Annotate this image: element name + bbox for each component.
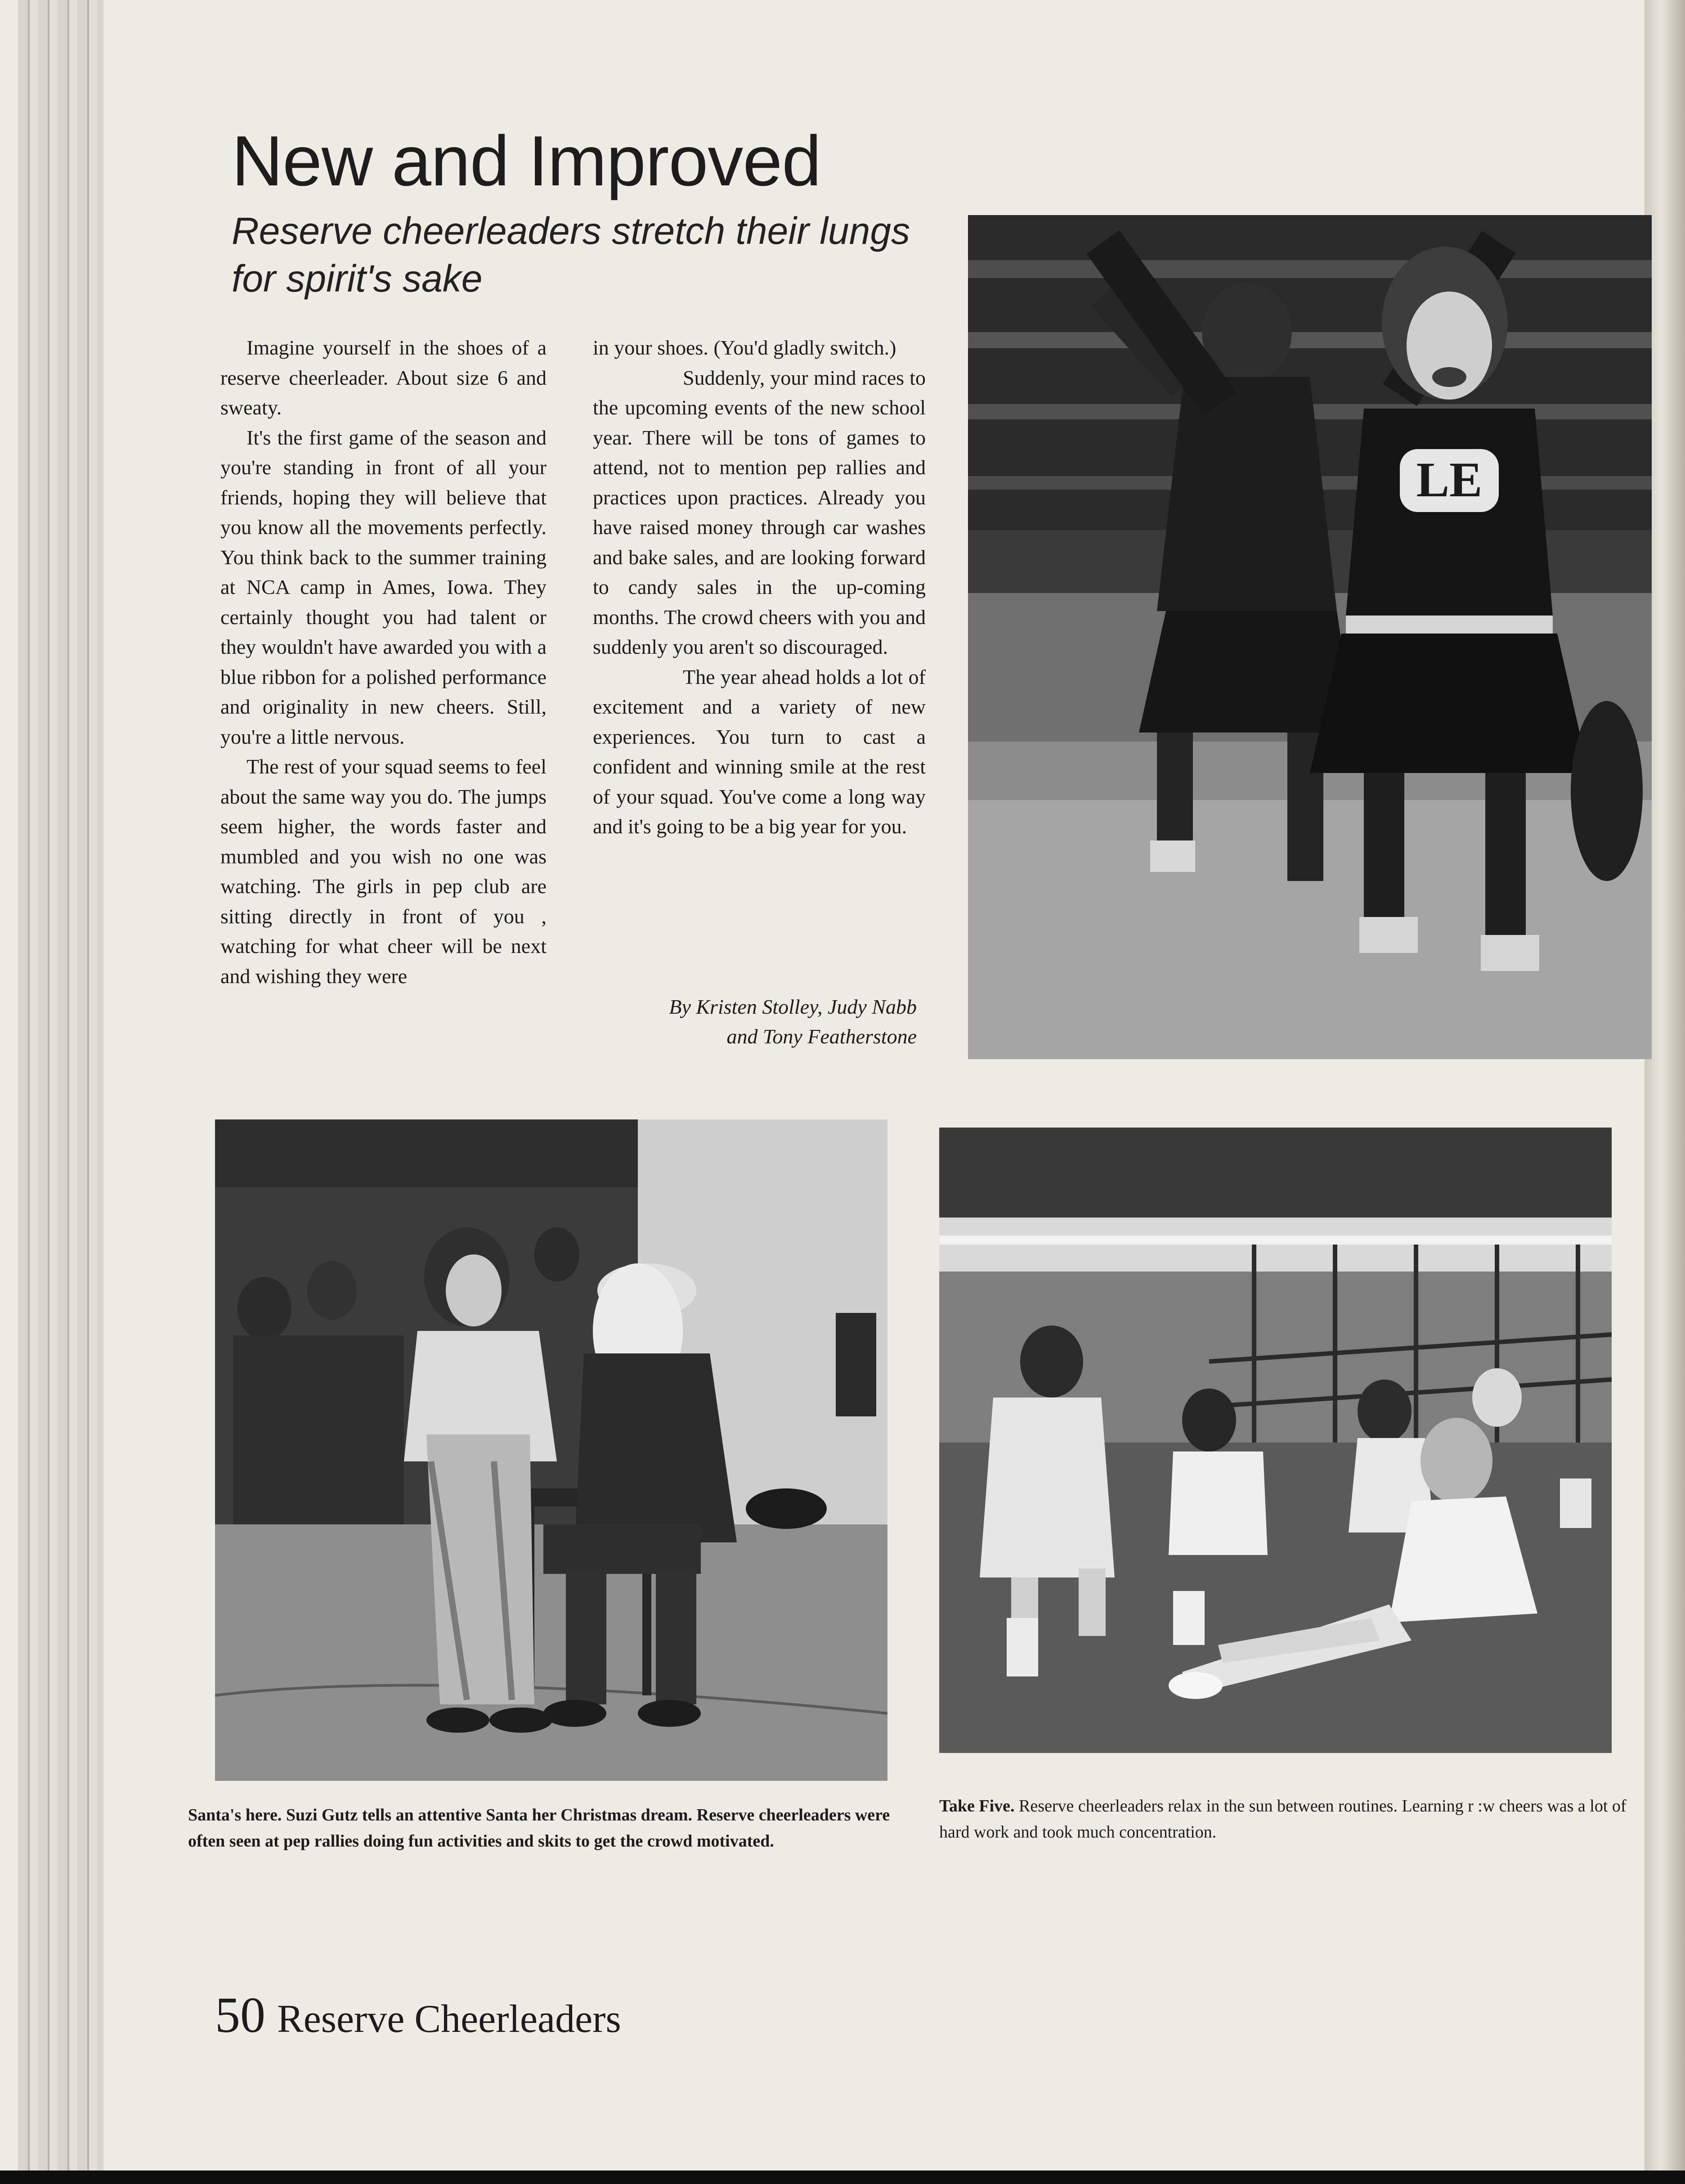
paragraph: It's the first game of the season and you're standing in front of all your friends, hoping they will believe that you know all the movements perfectly. You think back to the summer training at NCA camp in Ames, Iowa. They certainly thought you had talent or they wouldn't have awarded you with a blue ribbon for a polished performance and originality in new cheers. Still, you're a little nervous. bbox=[220, 426, 547, 748]
paragraph: The rest of your squad seems to feel about the same way you do. The jumps seem higher, the words faster and mumbled and you wish no one was watching. The girls in pep club are sitting directly in front of you , watching for what cheer will be next and wishing they were bbox=[220, 755, 547, 988]
caption-text: Reserve cheerleaders relax in the sun between routines. Learning r :w cheers was a lot of hard work and took much concentration. bbox=[939, 1797, 1627, 1842]
photo-take-five bbox=[939, 1128, 1612, 1753]
caption-lead: Take Five. bbox=[939, 1797, 1015, 1816]
headline: New and Improved bbox=[232, 121, 821, 201]
photo-santa bbox=[215, 1119, 887, 1781]
photo-cheerleaders-jumping-graphic bbox=[968, 215, 1652, 1059]
byline-line-2: and Tony Featherstone bbox=[726, 1025, 917, 1048]
photo-santa-graphic bbox=[215, 1119, 887, 1781]
caption-take-five bbox=[939, 1793, 1641, 1845]
caption-lead: Santa's here. bbox=[188, 1806, 282, 1824]
paragraph: in your shoes. (You'd gladly switch.) bbox=[593, 336, 896, 359]
photo-take-five-graphic bbox=[939, 1128, 1612, 1753]
page-binding bbox=[18, 0, 103, 2184]
paragraph: Suddenly, your mind races to the upcoming events of the new school year. There will be tons of games to attend, not to mention pep rallies and practices upon practices. Already you have raised money through car washes and bake sales, and are looking forward to candy sales in the up-coming months. The crowd cheers with you and suddenly you aren't so discouraged. bbox=[593, 366, 926, 658]
page-footer bbox=[215, 1986, 621, 2045]
subhead: Reserve cheerleaders stretch their lungs for spirit's sake bbox=[232, 210, 910, 300]
article-column-1 bbox=[220, 333, 547, 991]
caption-text: Suzi Gutz tells an attentive Santa her Christmas dream. Reserve cheerleaders were often seen at pep rallies doing fun activities and skits to get the crowd motivated. bbox=[188, 1806, 890, 1851]
paragraph: The year ahead holds a lot of excitement and a variety of new experiences. You turn to cast a confident and winning smile at the rest of your squad. You've come a long way and it's going to be a big year for you. bbox=[593, 665, 926, 838]
paragraph: Imagine yourself in the shoes of a reserve cheerleader. About size 6 and sweaty. bbox=[220, 336, 547, 419]
byline-line-1: By Kristen Stolley, Judy Nabb bbox=[669, 995, 917, 1018]
scan-border bbox=[0, 2171, 1685, 2184]
caption-santa bbox=[188, 1802, 908, 1854]
article-column-2 bbox=[593, 333, 926, 842]
photo-cheerleaders-jumping bbox=[968, 215, 1652, 1059]
sweater-letters: LE bbox=[1416, 452, 1483, 507]
section-name: Reserve Cheerleaders bbox=[277, 1997, 621, 2041]
page-number: 50 bbox=[215, 1987, 265, 2043]
byline bbox=[593, 992, 917, 1052]
